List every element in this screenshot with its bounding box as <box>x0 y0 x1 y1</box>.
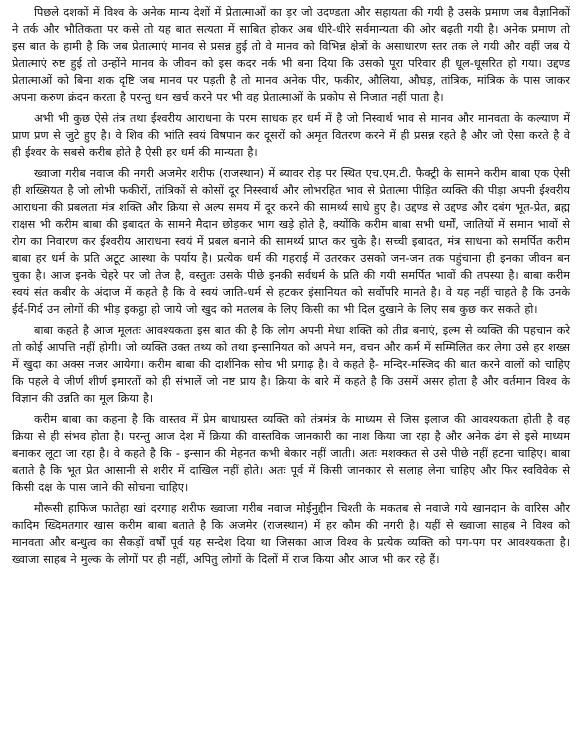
document-page <box>12 4 570 568</box>
paragraph-1: पिछले दशकों में विश्व के अनेक मान्य देशों में प्रेतात्माओं का ड़र जो उदण्डता और सहायता की गयी है उसके प्रमाण जब वैज्ञानिकों ने तर्क और भौतिकता पर कसे तो यह बात सत्यता में साबित होकर अब धीरे-धीरे सर्वमान्यता की ओर बढ़ती गयी है। अनेक प्रमाण तो इस बात के हामी है कि जब प्रेतात्माएं मानव से प्रसन्न हुई तो वे मानव को विभिन्न क्षेत्रों के असाधारण स्तर तक ले गयी और वहीं जब ये प्रेतात्माएं रुष्ट हुई तो उन्होंने मानव के जीवन को इस कदर नर्क भी बना दिया कि उसको पूरा परिवार ही धूल-धूसरित हो गया। उद्दण्ड प्रेतात्माओं को बिना शक दृष्टि जब मानव पर पड़ती है तो मानव अनेक पीर, फकीर, औलिया, औघड़, तांत्रिक, मांत्रिक के पास जाकर अपना करुण क्रंदन करता है परन्तु धन खर्च करने पर भी वह प्रेतात्माओं के प्रकोप से निजात नहीं पाता है। <box>12 6 570 104</box>
paragraph-2: अभी भी कुछ ऐसे तंत्र तथा ईश्वरीय आराधना के परम साधक हर धर्म में है जो निस्वार्थ भाव से मानव और मानवता के कल्याण में प्राण प्रण से जुटे हुए है। वे शिव की भांति स्वयं विषपान कर दूसरों को अमृत वितरण करने में ही प्रसन्न रहते है और जो ऐसा करते है वे ही ईश्वर के सबसे करीब होते है ऐसी हर धर्म की मान्यता है। <box>12 112 570 159</box>
paragraph-3: ख्वाजा गरीब नवाज की नगरी अजमेर शरीफ (राजस्थान) में ब्यावर रोड़ पर स्थित एच.एम.टी. फैक्ट्री के सामने करीम बाबा एक ऐसी ही शख्सियत है जो लोभी फकीरों, तांत्रिकों से कोसों दूर निस्स्वार्थ और लोभरहित भाव से प्रेतात्मा पीड़ित व्यक्ति की पीड़ा अपनी ईश्वरीय आराधना की प्रबलता मंत्र शक्ति और क्रिया से अल्प समय में दूर करने की सामर्थ्य साधे हुए है। उद्दण्ड से उद्दण्ड और दबंग भूत-प्रेत, ब्रह्म राक्षस भी करीम बाबा की इबादत के सामने मैदान छोड़कर भाग खड़े होते है, क्योंकि करीम बाबा सभी धर्मों, जातियों में समान भावों से रोग का निवारण कर ईश्वरीय आराधना स्वयं में प्रबल बनाने की सामर्थ्य प्राप्त कर चुके है। सच्ची इबादत, मंत्र साधना को समर्पित करीम बाबा हर धर्म के प्रति अटूट आस्था के पर्याय है। प्रत्येक धर्म की गहराई में उतरकर उसको जन-जन तक पहुंचाना ही इनका जीवन बन चुका है। आज इनके चेहरे पर जो तेज है, वस्तुतः उसके पीछे इनकी सर्वधर्म के प्रति की गयी समर्पित भावों की तपस्या है। बाबा करीम स्वयं संत कबीर के अंदाज में कहते है कि वे स्वयं जाति-धर्म से हटकर इंसानियत को सर्वोपरि मानते है। वे यह नहीं चाहते है कि उनके ईर्द-गिर्द उन लोगों की भीड़ इकट्ठा हो जाये जो खुद को मतलब के लिए किसी का भी दिल दुखाने के लिए सब कुछ कर सकते हो। <box>12 167 570 316</box>
paragraph-4: बाबा कहते है आज मूलतः आवश्यकता इस बात की है कि लोग अपनी मेधा शक्ति को तीव्र बनाएं, इल्म से व्यक्ति की पहचान करे तो कोई आपत्ति नहीं होगी। जो व्यक्ति उक्त तथ्य को तथा इन्सानियत को अपने मन, वचन और कर्म में सम्मिलित कर लेगा उसे हर शख्स में खुदा का अक्स नजर आयेगा। करीम बाबा की दार्शनिक सोच भी प्रगाढ़ है। वे कहते है- मन्दिर-मस्जिद की बात करने वालों को चाहिए कि पहले वे जीर्ण शीर्ण इमारतों को ही संभालें जो नष्ट प्राय है। क्रिया के बारे में कहते है कि उसमें असर होता है और वर्तमान विश्व के विज्ञान की उन्नति का मूल क्रिया है। <box>12 324 570 405</box>
paragraph-6: मौरूसी हाफिज फातेहा खां दरगाह शरीफ ख्वाजा गरीब नवाज मोईनुद्दीन चिश्ती के मकतब से नवाजे गये खानदान के वारिस और कादिम ख्दिमतगार खास करीम बाबा बताते है कि अजमेर (राजस्थान) में हर कौम की नगरी है। यहीं से ख्वाजा साहब ने विश्व को मानवता और बन्धुत्व का सैकड़ों वर्षों पूर्व यह सन्देश दिया था जिसका आज विश्व के प्रत्येक व्यक्ति को पग-पग पर आवश्यकता है। ख्वाजा साहब ने मुल्क के लोगों पर ही नहीं, अपितु लोगों के दिलों में राज किया और आज भी कर रहे हैं। <box>12 502 570 566</box>
paragraph-5: करीम बाबा का कहना है कि वास्तव में प्रेम बाधाग्रस्त व्यक्ति को तंत्रमंत्र के माध्यम से जिस इलाज की आवश्यकता होती है वह क्रिया से ही संभव होता है। परन्तु आज देश में क्रिया की वास्तविक जानकारी का नाश किया जा रहा है और अनेक ढंग से इसे माध्यम बनाकर लूटा जा रहा है। वे कहते है कि - इन्सान की मेहनत कभी बेकार नहीं जाती। अतः मशक्कत से उसे पीछे नहीं हटना चाहिए। बाबा बताते है कि भूत प्रेत आसानी से शरीर में दाखिल नहीं होते। अतः पूर्व में किसी जानकार से सलाह लेना चाहिए और फिर स्वविवेक से किसी दक्ष के पास जाने की सोचना चाहिए। <box>12 413 570 494</box>
